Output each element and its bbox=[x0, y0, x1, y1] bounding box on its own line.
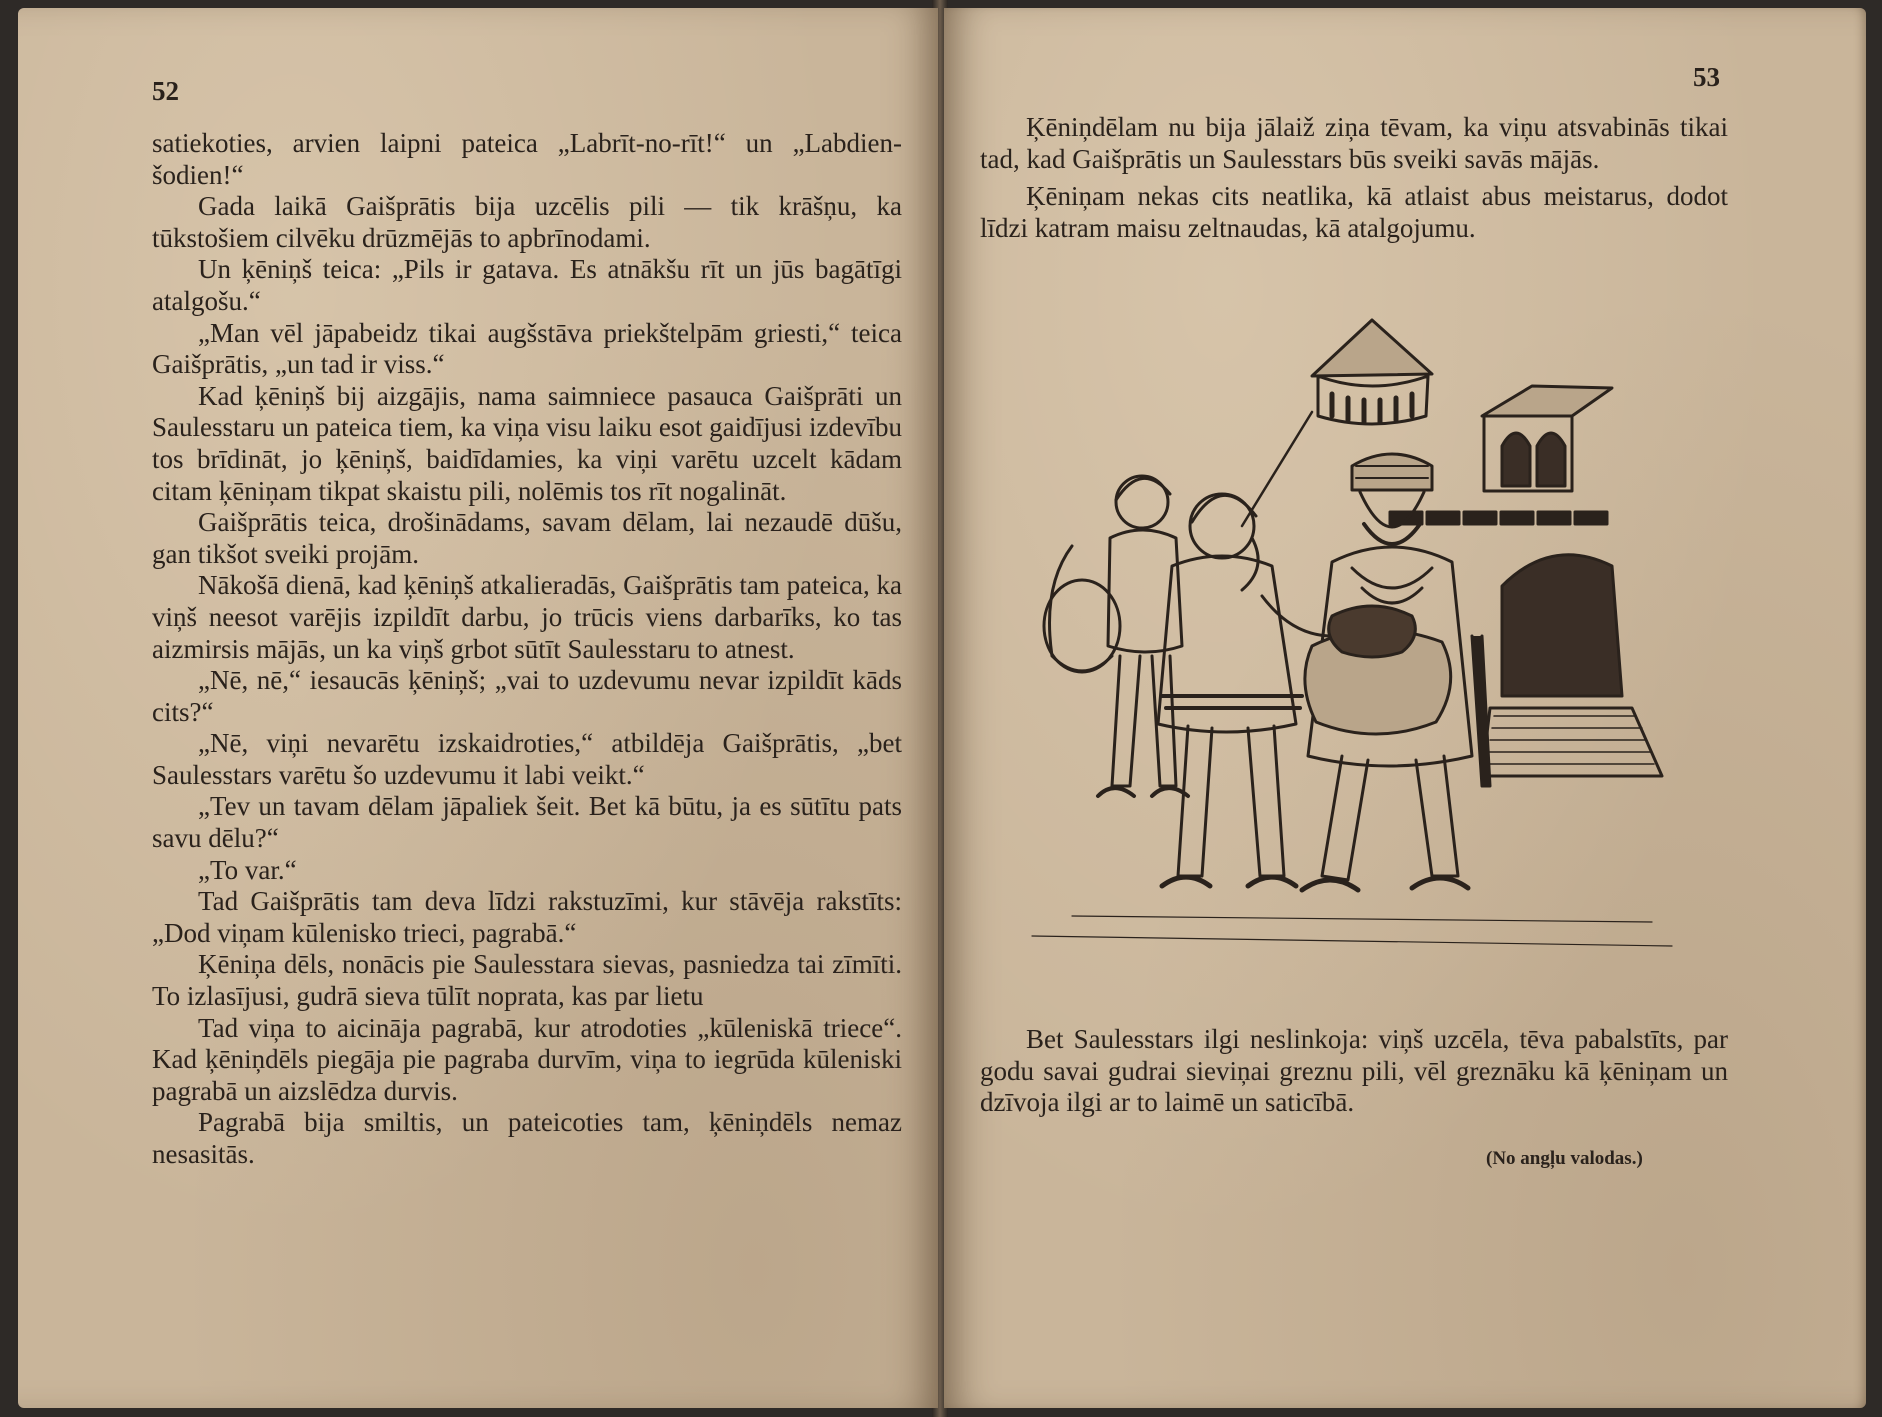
page-number-left: 52 bbox=[152, 76, 179, 106]
paragraph: Kad ķēniņš bij aizgājis, nama saimniece pasauca Gaišprāti un Saulesstaru un pateica tiem, ka viņa visu laiku esot gaidījusi izdevību tos brīdināt, jo ķēniņš, baidīdamies, ka viņi varētu uzcelt kādam citam ķēniņam tikpat skaistu pili, nolēmis tos rīt nogalināt. bbox=[152, 380, 902, 506]
left-page-text bbox=[152, 128, 902, 1171]
paragraph: Tad Gaišprātis tam deva līdzi rakstuzīmi, kur stāvēja rakstīts: „Dod viņam kūlenisko trieci, pagrabā.“ bbox=[152, 886, 902, 948]
paragraph: Nākošā dienā, kad ķēniņš atkalieradās, Gaišprātis tam pateica, ka viņš neesot varējis izpildīt darbu, jo trūcis viens darbarīks, ko tas aizmirsis mājās, un ka viņš grbot sūtīt Saulesstaru to atnest. bbox=[152, 570, 902, 664]
right-page-text-top bbox=[980, 112, 1728, 244]
paragraph: Un ķēniņš teica: „Pils ir gatava. Es atnākšu rīt un jūs bagātīgi atalgošu.“ bbox=[152, 254, 902, 316]
paragraph: Bet Saulesstars ilgi neslinkoja: viņš uzcēla, tēva pabalstīts, par godu savai gudrai sieviņai greznu pili, vēl greznāku kā ķēniņam un dzīvoja ilgi ar to laimē un saticībā. bbox=[980, 1024, 1728, 1118]
paragraph: satiekoties, arvien laipni pateica „Labrīt-no-rīt!“ un „Labdien-šodien!“ bbox=[152, 128, 902, 190]
paragraph: „Nē, viņi nevarētu izskaidroties,“ atbildēja Gaišprātis, „bet Saulesstars varētu šo uzdevumu it labi veikt.“ bbox=[152, 728, 902, 790]
paragraph: Pagrabā bija smiltis, un pateicoties tam, ķēniņdēls nemaz nesasitās. bbox=[152, 1107, 902, 1169]
paragraph: Ķēniņa dēls, nonācis pie Saulesstara sievas, pasniedza tai zīmīti. To izlasījusi, gudrā sieva tūlīt noprata, kas par lietu bbox=[152, 949, 902, 1012]
paragraph: „Nē, nē,“ iesaucās ķēniņš; „vai to uzdevumu nevar izpildīt kāds cits?“ bbox=[152, 665, 902, 727]
source-note: (No angļu valodas.) bbox=[1486, 1148, 1643, 1169]
paragraph: „To var.“ bbox=[198, 854, 297, 885]
paragraph: Ķēniņdēlam nu bija jālaiž ziņa tēvam, ka viņu atsvabinās tikai tad, kad Gaišprātis un Saulesstars būs sveiki savās mājās. bbox=[980, 112, 1728, 174]
paragraph: Gada laikā Gaišprātis bija uzcēlis pili — tik krāšņu, ka tūkstošiem cilvēku drūzmējās to apbrīnodami. bbox=[152, 191, 902, 253]
paragraph: „Man vēl jāpabeidz tikai augšstāva priekštelpām griesti,“ teica Gaišprātis, „un tad ir viss.“ bbox=[152, 317, 902, 380]
paragraph: Ķēniņam nekas cits neatlika, kā atlaist abus meistarus, dodot līdzi katram maisu zeltnaudas, kā atalgojumu. bbox=[980, 181, 1728, 243]
story-illustration bbox=[1012, 316, 1692, 978]
paragraph: Gaišprātis teica, drošinādams, savam dēlam, lai nezaudē dūšu, gan tikšot sveiki projām. bbox=[152, 507, 902, 569]
paragraph: Tad viņa to aicināja pagrabā, kur atrodoties „kūleniskā triece“. Kad ķēniņdēls piegāja pie pagraba durvīm, viņa to iegrūda kūleniski pagrabā un aizslēdza durvis. bbox=[152, 1012, 902, 1106]
page-number-right: 53 bbox=[1693, 62, 1720, 92]
right-page-text-bottom bbox=[980, 1024, 1728, 1119]
paragraph: „Tev un tavam dēlam jāpaliek šeit. Bet kā būtu, ja es sūtītu pats savu dēlu?“ bbox=[152, 791, 902, 854]
